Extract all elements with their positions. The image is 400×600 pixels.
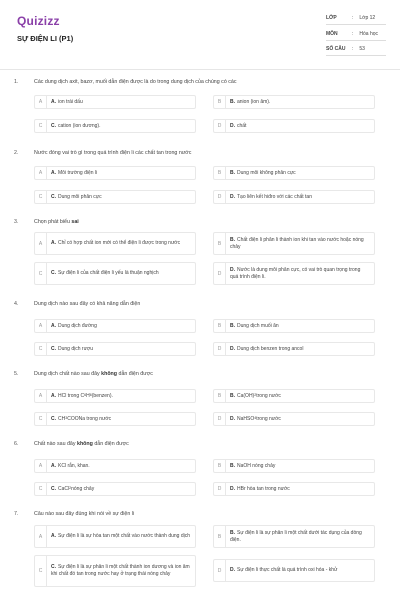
option-b[interactable]: B B. Dung dịch muối ăn — [213, 319, 375, 333]
option-d[interactable]: D D. Nước là dung môi phân cực, có vai trò quan trọng trong quá trình điện li. — [213, 262, 375, 285]
page-title: SỰ ĐIỆN LI (P1) — [17, 34, 74, 43]
question-text: Dung dịch chất nào sau đây không dẫn điện được — [34, 371, 153, 377]
question-number: 1. — [14, 79, 19, 85]
question-text: Chất nào sau đây không dẫn điện được — [34, 441, 129, 447]
option-a[interactable]: A A. KCl rắn, khan. — [34, 459, 196, 473]
option-a[interactable]: A A. HCl trong C 6 H 6 (benzen). — [34, 389, 196, 403]
option-d[interactable]: D D. Tạo liên kết hiđro với các chất tan — [213, 190, 375, 204]
option-b[interactable]: B B. anion (ion âm). — [213, 95, 375, 109]
option-c[interactable]: C C. CaCl 2 nóng chảy — [34, 482, 196, 496]
option-a[interactable]: A A. Môi trường điện li — [34, 166, 196, 180]
question-number: 6. — [14, 441, 19, 447]
question-number: 3. — [14, 219, 19, 225]
question-text: Nước đóng vai trò gì trong quá trình điện li các chất tan trong nước — [34, 150, 192, 156]
question-number: 4. — [14, 301, 19, 307]
option-b[interactable]: B B. Dung môi không phân cực — [213, 166, 375, 180]
option-d[interactable]: D D. Sự điện li thực chất là quá trình oxi hóa - khử — [213, 559, 375, 582]
worksheet-header — [0, 0, 400, 70]
meta-class-key: LỚP — [326, 15, 337, 21]
question-text: Các dung dịch axit, bazơ, muối dẫn điện được là do trong dung dịch của chúng có các — [34, 79, 237, 85]
option-b[interactable]: B B. Chất điện li phân li thành ion khi tan vào nước hoặc nóng chảy — [213, 232, 375, 255]
option-c[interactable]: C C. Dung dịch rượu — [34, 342, 196, 356]
option-c[interactable]: C C. Dung môi phân cực — [34, 190, 196, 204]
meta-question-count: SỐ CÂU : 53 — [326, 46, 365, 52]
option-b[interactable]: B B. Ca(OH) 2 trong nước — [213, 389, 375, 403]
option-a[interactable]: A A. Dung dịch đường — [34, 319, 196, 333]
option-d[interactable]: D D. Dung dịch benzen trong ancol — [213, 342, 375, 356]
question-text: Dung dịch nào sau đây có khả năng dẫn điện — [34, 301, 141, 307]
question-number: 7. — [14, 511, 19, 517]
option-c[interactable]: C C. Sự điện li của chất điện li yếu là thuận nghịch — [34, 262, 196, 285]
meta-subject-key: MÔN — [326, 31, 338, 37]
option-c[interactable]: C C. CH 3 COONa trong nước — [34, 412, 196, 426]
meta-subject: MÔN : Hóa học — [326, 31, 378, 37]
option-a[interactable]: A A. ion trái dấu — [34, 95, 196, 109]
question-number: 2. — [14, 150, 19, 156]
question-text: Câu nào sau đây đúng khi nói về sự điện li — [34, 511, 135, 517]
question-number: 5. — [14, 371, 19, 377]
option-d[interactable]: D D. chất — [213, 119, 375, 133]
option-b[interactable]: B B. NaOH nóng chảy — [213, 459, 375, 473]
meta-subject-value: Hóa học — [359, 31, 379, 37]
option-a[interactable]: A A. Sự điện li là sự hòa tan một chất vào nước thành dung dịch — [34, 525, 196, 548]
option-c[interactable]: C C. Sự điện li là sự phân li một chất thành ion dương và ion âm khi chất đó tan trong nước hay ở trạng thái nóng chảy — [34, 555, 196, 587]
option-b[interactable]: B B. Sự điện li là sự phân li một chất dưới tác dụng của dòng điện. — [213, 525, 375, 548]
meta-class: LỚP : Lớp 12 — [326, 15, 375, 21]
meta-count-value: 53 — [359, 46, 365, 52]
quizizz-logo: Quizizz — [17, 14, 60, 28]
meta-count-key: SỐ CÂU — [326, 46, 346, 52]
option-a[interactable]: A A. Chỉ có hợp chất ion mới có thể điện li được trong nước — [34, 232, 196, 255]
option-d[interactable]: D D. HBr hòa tan trong nước — [213, 482, 375, 496]
option-c[interactable]: C C. cation (ion dương). — [34, 119, 196, 133]
option-d[interactable]: D D. NaHSO 4 trong nước — [213, 412, 375, 426]
meta-class-value: Lớp 12 — [359, 15, 376, 21]
question-text: Chọn phát biểu sai — [34, 219, 79, 225]
